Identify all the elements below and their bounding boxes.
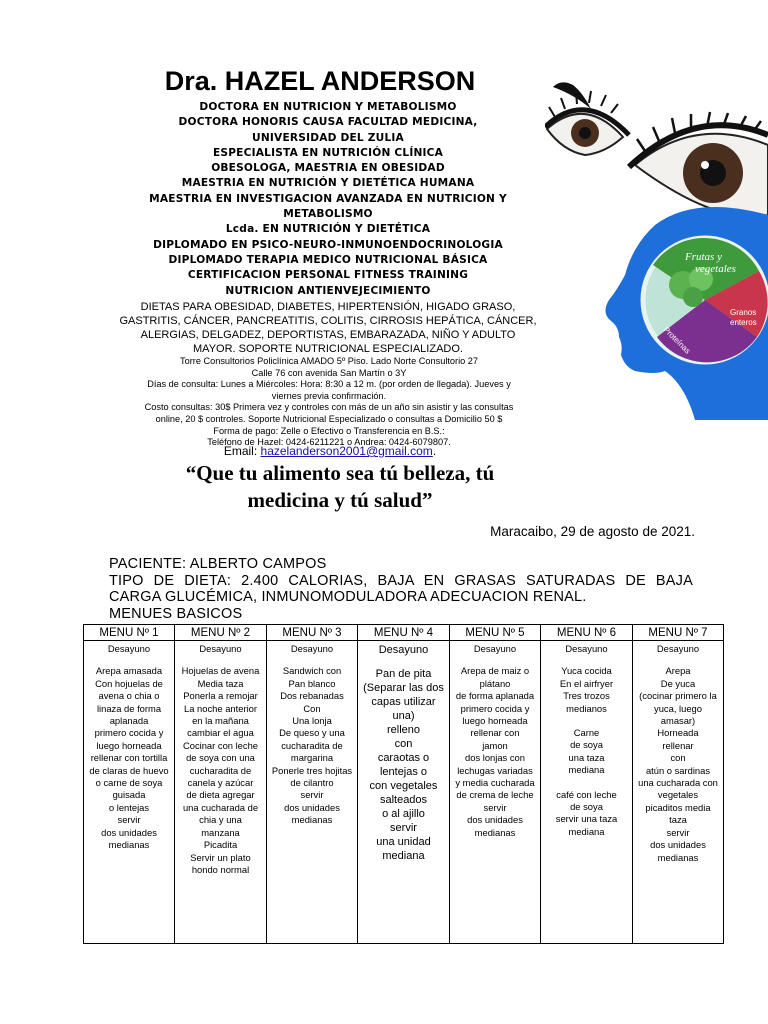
- quote: [120, 460, 560, 514]
- credential-line: DIPLOMADO EN PSICO-NEURO-INMUNOENDOCRINOLOGIA: [153, 238, 503, 251]
- contact-line: Costo consultas: 30$ Primera vez y controles con más de un año sin asistir y las consultas: [144, 402, 514, 413]
- menu-line: servir: [666, 826, 690, 838]
- menu-line: salteados: [379, 794, 428, 806]
- plate-label-vegetables: vegetales: [695, 263, 736, 275]
- menu-line: lentejas o: [379, 766, 428, 778]
- menu-line: o carne de soya: [95, 777, 163, 789]
- menu-line: Una lonja: [292, 715, 332, 727]
- credential-line: NUTRICION ANTIENVEJECIMIENTO: [225, 284, 431, 297]
- menu-line: de cilantro: [290, 777, 334, 789]
- menu-line: servir: [117, 814, 141, 826]
- menu-cell: [175, 641, 267, 944]
- menu-line: una cucharada de: [182, 801, 259, 813]
- eye-right-icon: [629, 112, 768, 216]
- menu-cell: [84, 641, 175, 944]
- menu-line: Con hojuelas de: [95, 677, 163, 689]
- menu-line: De yuca: [660, 677, 696, 689]
- contact-line: viernes previa confirmación.: [271, 390, 387, 401]
- conditions-list: [108, 300, 548, 356]
- plate-label-proteins: Proteínas: [661, 325, 693, 356]
- nutrition-illustration: [545, 75, 768, 420]
- menu-line: Con: [303, 702, 321, 714]
- menu-line: Hojuelas de avena: [181, 665, 260, 677]
- menu-line: Yuca cocida: [561, 665, 612, 677]
- menu-line: de soya con una: [186, 752, 255, 764]
- menu-body-row: [84, 641, 724, 944]
- meal-label: Desayuno: [378, 644, 429, 656]
- email-line: [180, 444, 480, 458]
- menu-line: luego horneada: [462, 715, 528, 727]
- menu-line: (Separar las dos: [363, 682, 444, 694]
- email-label: Email:: [223, 444, 261, 458]
- menu-line: de forma aplanada: [455, 690, 535, 702]
- conditions-line: ALERGIAS, DELGADEZ, DEPORTISTAS, EMBARAZADA, NIÑO Y ADULTO: [140, 329, 516, 341]
- menu-line: taza: [669, 814, 687, 826]
- plate-label-fruits: Frutas y: [685, 251, 722, 263]
- menu-line: aplanada: [109, 715, 149, 727]
- menu-cell: [633, 641, 724, 944]
- menu-line: servir: [390, 822, 417, 834]
- menu-line: una taza: [568, 751, 605, 763]
- quote-line: medicina y tú salud”: [247, 488, 433, 512]
- eye-left-icon: [545, 91, 629, 155]
- menu-line: Arepa de maiz o: [460, 665, 530, 677]
- menu-line: luego horneada: [96, 739, 162, 751]
- credential-line: OBESOLOGA, MAESTRIA EN OBESIDAD: [211, 162, 445, 175]
- menu-line: amasar): [660, 715, 696, 727]
- meal-label: Desayuno: [473, 643, 517, 654]
- menu-line: con: [394, 738, 413, 750]
- menu-line: relleno: [386, 724, 421, 736]
- menu-line: Media taza: [197, 677, 244, 689]
- menu-line: caraotas o: [377, 752, 430, 764]
- contact-line: Torre Consultorios Policlínica AMADO 5º Piso. Lado Norte Consultorio 27: [180, 356, 478, 366]
- diet-type-line: CARGA GLUCÉMICA, INMUNOMODULADORA ADECUACION RENAL.: [109, 589, 587, 605]
- menu-line: Sandwich con: [282, 665, 342, 677]
- menu-line: (cocinar primero la: [639, 690, 717, 702]
- menu-line: con: [670, 752, 686, 764]
- credential-line: DIPLOMADO TERAPIA MEDICO NUTRICIONAL BÁSICA: [168, 253, 488, 266]
- menu-line: primero cocida y: [460, 702, 530, 714]
- menu-line: café con leche: [556, 788, 617, 800]
- menu-line: con vegetales: [369, 780, 438, 792]
- menu-line: medianas: [474, 826, 516, 838]
- menu-line: servir una taza: [555, 813, 618, 825]
- menu-line: de dieta agregar: [186, 789, 255, 801]
- menu-line: Carne: [573, 727, 600, 739]
- menu-line: cucharadita de: [189, 764, 252, 776]
- menu-header: MENU Nº 4: [358, 625, 450, 641]
- menu-line: o al ajillo: [382, 808, 425, 820]
- menu-line: canela y azúcar: [187, 777, 254, 789]
- menu-header: MENU Nº 7: [633, 625, 724, 641]
- menu-table: [83, 624, 724, 944]
- meal-label: Desayuno: [199, 643, 242, 654]
- menu-line: mediana: [382, 850, 425, 862]
- menu-line: Arepa: [665, 665, 691, 677]
- menu-line: Dos rebanadas: [280, 690, 344, 702]
- conditions-line: GASTRITIS, CÁNCER, PANCREATITIS, COLITIS, CIRROSIS HEPÁTICA, CÁNCER,: [119, 315, 537, 327]
- date-line: Maracaibo, 29 de agosto de 2021.: [490, 524, 695, 539]
- contact-line: online, 20 $ controles. Soporte Nutricional Especializado o consultas a Domicilio 50 $: [155, 413, 503, 424]
- menu-line: dos unidades: [284, 801, 340, 813]
- meal-label: Desayuno: [290, 643, 334, 654]
- menu-line: rellenar con: [470, 727, 520, 739]
- credential-line: DOCTORA EN NUTRICION Y METABOLISMO: [199, 101, 457, 113]
- menu-line: plátano: [479, 677, 511, 689]
- plate-label-grains-1: Granos: [730, 308, 757, 317]
- menu-line: Picadita: [203, 839, 238, 851]
- credential-line: METABOLISMO: [283, 208, 373, 221]
- menu-line: medianas: [657, 851, 699, 863]
- menu-line: picaditos media: [645, 801, 711, 813]
- menu-line: mediana: [568, 764, 605, 776]
- menu-line: una): [392, 710, 415, 722]
- meal-label: Desayuno: [565, 643, 608, 654]
- doctor-name: Dra. HAZEL ANDERSON: [164, 66, 476, 96]
- menu-line: capas utilizar: [371, 696, 436, 708]
- menu-line: cambiar el agua: [187, 727, 254, 739]
- menu-header: MENU Nº 6: [541, 625, 633, 641]
- menu-line: yuca, luego: [654, 702, 702, 714]
- menu-line: y media cucharada: [455, 777, 535, 789]
- menu-line: de claras de huevo: [89, 764, 169, 776]
- menu-cell: [267, 641, 358, 944]
- menu-line: medianas: [291, 814, 333, 826]
- contact-line: Calle 76 con avenida San Martín o 3Y: [251, 367, 407, 378]
- menu-line: hondo normal: [191, 863, 250, 875]
- menu-line: rellenar con tortilla: [90, 752, 168, 764]
- menu-line: cucharadita de: [281, 739, 343, 751]
- email-link[interactable]: hazelanderson2001@gmail.com: [260, 444, 433, 458]
- credential-line: Lcda. EN NUTRICIÓN Y DIETÉTICA: [225, 223, 431, 236]
- meal-label: Desayuno: [107, 643, 151, 654]
- contact-info: [104, 356, 554, 449]
- menu-header: MENU Nº 1: [84, 625, 175, 641]
- menu-header: MENU Nº 5: [450, 625, 541, 641]
- menu-line: una unidad: [376, 836, 431, 848]
- menu-line: linaza de forma: [96, 702, 162, 714]
- menu-line: dos lonjas con: [465, 752, 525, 764]
- conditions-line: DIETAS PARA OBESIDAD, DIABETES, HIPERTENSIÓN, HIGADO GRASO,: [140, 301, 516, 313]
- menu-line: Ponerle tres hojitas: [271, 764, 353, 776]
- menu-line: Cocinar con leche: [182, 739, 259, 751]
- patient-name: PACIENTE: ALBERTO CAMPOS: [109, 556, 327, 572]
- quote-line: “Que tu alimento sea tú belleza, tú: [185, 461, 495, 485]
- contact-line: Días de consulta: Lunes a Miércoles: Hora: 8:30 a 12 m. (por orden de llegada). Jueves y: [147, 379, 511, 390]
- credential-line: DOCTORA HONORIS CAUSA FACULTAD MEDICINA,: [178, 116, 478, 129]
- plate-label-grains-2: enteros: [730, 318, 757, 327]
- menu-line: Arepa amasada: [95, 665, 163, 677]
- menu-line: dos unidades: [467, 814, 523, 826]
- menu-line: En el airfryer: [559, 677, 614, 689]
- menu-line: Tres trozos: [563, 690, 610, 702]
- menu-line: avena o chia o: [98, 690, 160, 702]
- menu-header: MENU Nº 3: [267, 625, 358, 641]
- menu-line: servir: [483, 801, 507, 813]
- menu-line: medianas: [108, 839, 150, 851]
- menu-line: Pan blanco: [288, 677, 336, 689]
- menu-line: La noche anterior: [184, 702, 257, 714]
- menu-line: jamon: [482, 739, 508, 751]
- menu-line-gap: [543, 777, 630, 789]
- menu-line: de soya: [570, 739, 603, 751]
- contact-line: Forma de pago: Zelle o Efectivo o Transferencia en B.S.:: [213, 425, 445, 436]
- menu-line: lechugas variadas: [457, 764, 533, 776]
- menu-line: chia y una: [199, 814, 242, 826]
- menu-line: Servir un plato: [190, 851, 251, 863]
- menu-header: MENU Nº 2: [175, 625, 267, 641]
- menu-line: guisada: [112, 789, 146, 801]
- credential-line: CERTIFICACION PERSONAL FITNESS TRAINING: [187, 269, 469, 282]
- menu-line-gap: [543, 715, 630, 727]
- menu-line: medianos: [566, 702, 607, 714]
- email-suffix: .: [432, 444, 437, 458]
- contact-line: Teléfono de Hazel: 0424-6211221 o Andrea: 0424-6079807.: [207, 437, 451, 448]
- credential-line: UNIVERSIDAD DEL ZULIA: [252, 131, 404, 144]
- meal-label: Desayuno: [656, 643, 700, 654]
- menu-line: rellenar: [662, 739, 694, 751]
- menu-line: servir: [300, 789, 324, 801]
- menu-line: Pan de pita: [375, 668, 432, 680]
- menu-cell: [541, 641, 633, 944]
- menu-line: atún o sardinas: [645, 764, 711, 776]
- credential-line: ESPECIALISTA EN NUTRICIÓN CLÍNICA: [212, 146, 444, 159]
- patient-info: [109, 556, 693, 622]
- menu-line: vegetales: [657, 789, 699, 801]
- menu-cell: [358, 641, 450, 944]
- diet-type-line: TIPO DE DIETA: 2.400 CALORIAS, BAJA EN GRASAS SATURADAS DE BAJA: [109, 572, 693, 589]
- menu-line: dos unidades: [101, 826, 157, 838]
- menu-line: manzana: [201, 826, 240, 838]
- menu-line: de soya: [570, 801, 603, 813]
- menu-line: margarina: [290, 752, 334, 764]
- menu-line: De queso y una: [279, 727, 345, 739]
- menus-title: MENUES BASICOS: [109, 605, 243, 622]
- menu-line: en la mañana: [192, 715, 249, 727]
- menu-line: primero cocida y: [94, 727, 164, 739]
- menu-header-row: [84, 625, 724, 641]
- credential-line: MAESTRIA EN INVESTIGACION AVANZADA EN NUTRICION Y: [149, 192, 507, 205]
- eyebrow-shape: [553, 82, 591, 109]
- menu-line: dos unidades: [650, 839, 706, 851]
- credentials-list: [118, 100, 538, 299]
- menu-line: mediana: [568, 825, 605, 837]
- menu-line: una cucharada con: [638, 777, 718, 789]
- menu-cell: [450, 641, 541, 944]
- menu-line: Ponerla a remojar: [183, 690, 258, 702]
- food-plate-icon: [643, 238, 768, 362]
- conditions-line: MAYOR. SOPORTE NUTRICIONAL ESPECIALIZADO.: [193, 343, 463, 355]
- menu-line: o lentejas: [108, 801, 150, 813]
- menu-line: de crema de leche: [456, 789, 534, 801]
- credential-line: MAESTRIA EN NUTRICIÓN Y DIETÉTICA HUMANA: [181, 177, 475, 190]
- menu-line: Horneada: [657, 727, 699, 739]
